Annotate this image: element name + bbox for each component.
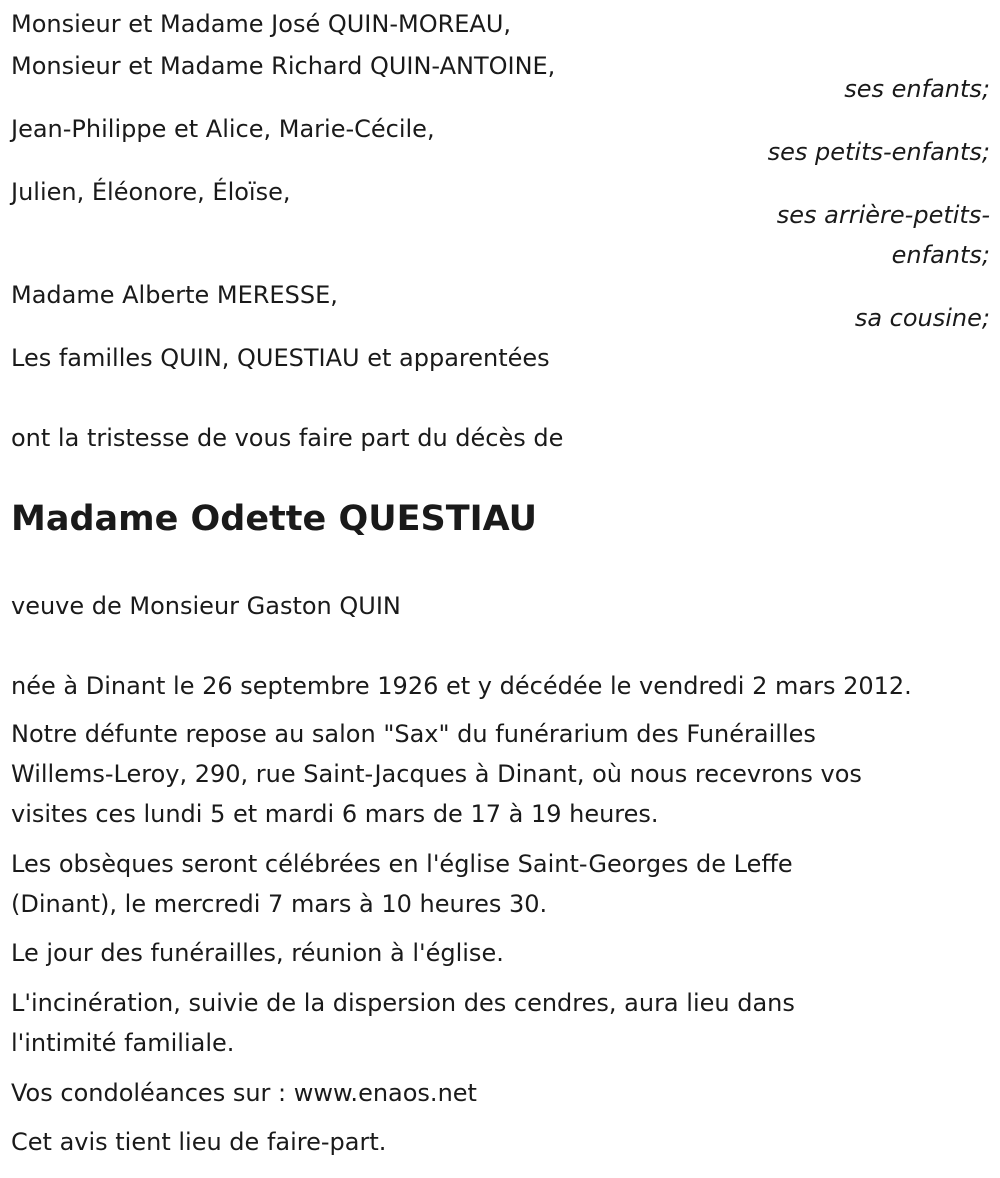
family-children-line-1: Monsieur et Madame José QUIN-MOREAU,	[11, 10, 512, 38]
notice-text: Cet avis tient lieu de faire-part.	[11, 1128, 387, 1156]
relation-children: ses enfants;	[844, 75, 990, 103]
meeting-text: Le jour des funérailles, réunion à l'église.	[11, 939, 504, 967]
cremation-paragraph	[11, 983, 996, 1063]
deceased-name: Madame Odette QUESTIAU	[11, 499, 538, 539]
relation-grandchildren: ses petits-enfants;	[767, 138, 990, 166]
birth-death: née à Dinant le 26 septembre 1926 et y décédée le vendredi 2 mars 2012.	[11, 672, 912, 700]
rest-paragraph	[11, 714, 996, 834]
family-related: Les familles QUIN, QUESTIAU et apparentées	[11, 344, 550, 372]
announcement-text: ont la tristesse de vous faire part du décès de	[11, 424, 564, 452]
relation-great-grandchildren-line-1: ses arrière-petits-	[776, 201, 990, 229]
condolences-text: Vos condoléances sur : www.enaos.net	[11, 1079, 477, 1107]
rest-line-1: Notre défunte repose au salon "Sax" du funérarium des Funérailles	[11, 720, 816, 748]
funeral-line-1: Les obsèques seront célébrées en l'église Saint-Georges de Leffe	[11, 850, 793, 878]
rest-line-2: Willems-Leroy, 290, rue Saint-Jacques à Dinant, où nous recevrons vos	[11, 760, 862, 788]
funeral-line-2: (Dinant), le mercredi 7 mars à 10 heures 30.	[11, 890, 548, 918]
funeral-paragraph	[11, 844, 996, 924]
family-cousin: Madame Alberte MERESSE,	[11, 281, 338, 309]
family-great-grandchildren: Julien, Éléonore, Éloïse,	[11, 178, 291, 206]
relation-great-grandchildren-line-2: enfants;	[891, 241, 990, 269]
rest-line-3: visites ces lundi 5 et mardi 6 mars de 17 à 19 heures.	[11, 800, 659, 828]
widow-of: veuve de Monsieur Gaston QUIN	[11, 592, 401, 620]
cremation-line-2: l'intimité familiale.	[11, 1029, 235, 1057]
cremation-line-1: L'incinération, suivie de la dispersion des cendres, aura lieu dans	[11, 989, 795, 1017]
relation-cousin: sa cousine;	[854, 304, 990, 332]
family-grandchildren: Jean-Philippe et Alice, Marie-Cécile,	[11, 115, 435, 143]
family-children-line-2: Monsieur et Madame Richard QUIN-ANTOINE,	[11, 52, 556, 80]
